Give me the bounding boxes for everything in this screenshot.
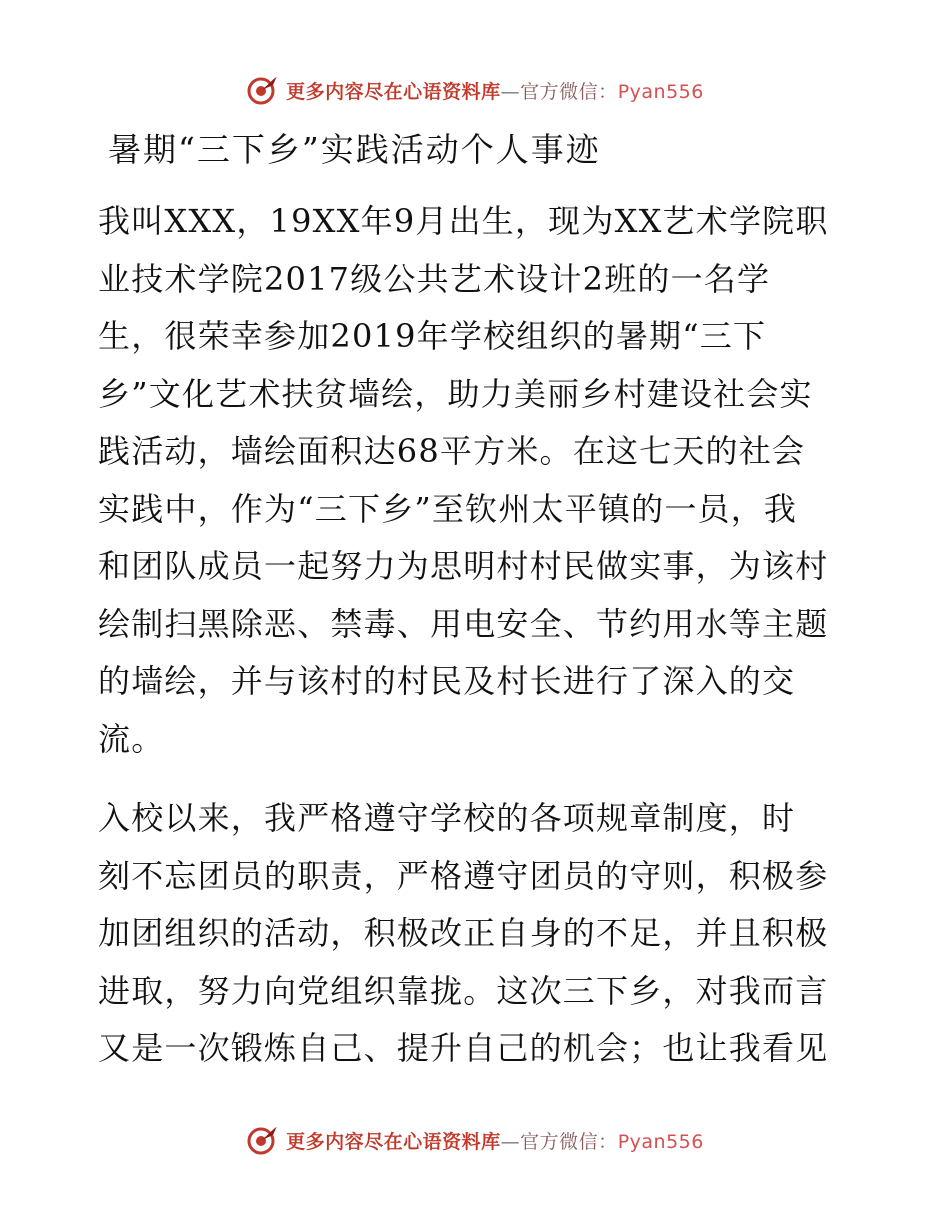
quill-pen-logo-icon (246, 1123, 280, 1157)
paragraph-line: 践活动，墙绘面积达68平方米。在这七天的社会 (98, 432, 806, 470)
paragraph-line: 加团组织的活动，积极改正自身的不足，并且积极 (98, 914, 829, 952)
footer-banner-separator: — (500, 1130, 521, 1153)
header-banner-content (246, 73, 704, 107)
header-banner-wechat-label: 官方微信： (520, 80, 618, 103)
paragraph-line: 刻不忘团员的职责，严格遵守团员的守则，积极参 (98, 856, 829, 895)
quill-pen-logo-icon (246, 73, 280, 107)
paragraph-line: 生，很荣幸参加2019年学校组织的暑期“三下 (98, 317, 767, 355)
paragraph-line: 入校以来，我严格遵守学校的各项规章制度，时 (98, 799, 796, 837)
footer-banner-wechat-id: Pyan556 (617, 1130, 704, 1153)
paragraph-line: 进取，努力向党组织靠拢。这次三下乡，对我而言 (98, 971, 829, 1010)
document-title: 暑期“三下乡”实践活动个人事迹 (108, 130, 601, 169)
paragraph-line: 流。 (98, 719, 165, 758)
paragraph-1 (98, 193, 858, 768)
paragraph-line: 绘制扫黑除恶、禁毒、用电安全、节约用水等主题 (98, 604, 829, 643)
header-banner (0, 70, 950, 110)
paragraph-2 (98, 790, 858, 1078)
footer-banner-content (246, 1123, 704, 1157)
paragraph-line: 和团队成员一起努力为思明村村民做实事，为该村 (98, 547, 829, 585)
footer-banner-wechat-label: 官方微信： (520, 1130, 618, 1153)
header-banner-text (286, 77, 704, 104)
paragraph-line: 业技术学院2017级公共艺术设计2班的一名学 (98, 259, 771, 298)
footer-banner (0, 1120, 950, 1160)
paragraph-line: 实践中，作为“三下乡”至钦州太平镇的一员，我 (98, 489, 798, 528)
paragraph-line: 又是一次锻炼自己、提升自己的机会；也让我看见 (98, 1029, 829, 1067)
paragraph-line: 的墙绘，并与该村的村民及村长进行了深入的交 (98, 662, 796, 700)
footer-banner-text (286, 1127, 704, 1154)
paragraph-line: 乡”文化艺术扶贫墙绘，助力美丽乡村建设社会实 (98, 374, 813, 413)
header-banner-wechat-id: Pyan556 (617, 80, 704, 103)
header-banner-main-text: 更多内容尽在心语资料库 (286, 80, 501, 103)
paragraph-line: 我叫XXX，19XX年9月出生，现为XX艺术学院职 (98, 202, 829, 240)
header-banner-separator: — (500, 80, 521, 103)
footer-banner-main-text: 更多内容尽在心语资料库 (286, 1130, 501, 1153)
